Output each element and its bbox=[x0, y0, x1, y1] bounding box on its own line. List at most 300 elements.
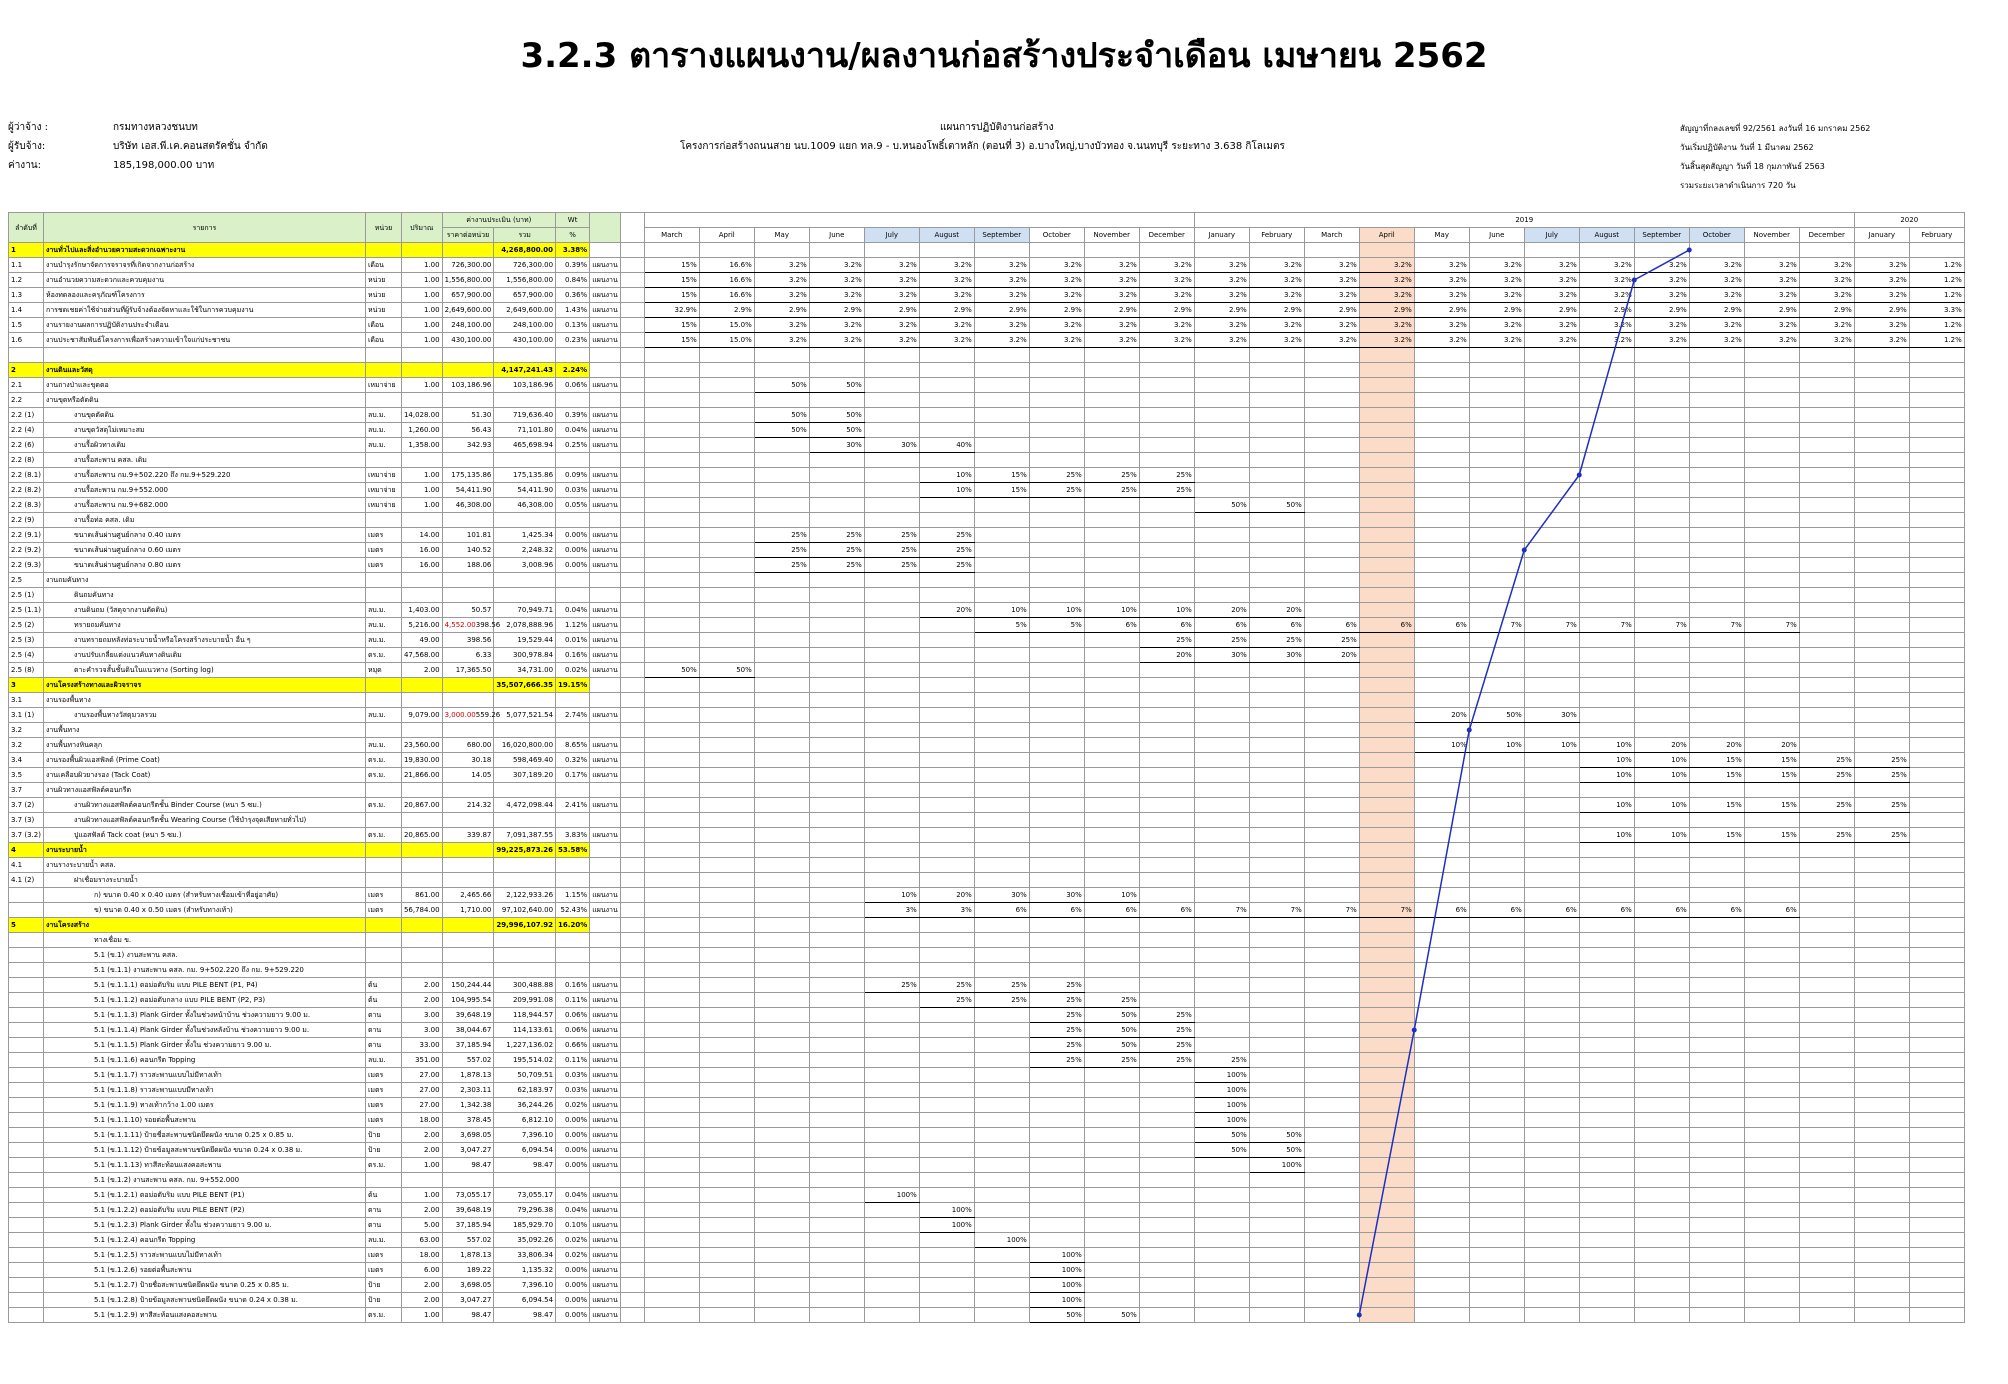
plan-cell bbox=[644, 1038, 699, 1053]
plan-cell bbox=[644, 963, 699, 978]
plan-cell bbox=[1139, 588, 1194, 603]
plan-cell: 50% bbox=[754, 423, 809, 438]
plan-cell bbox=[754, 858, 809, 873]
plan-cell bbox=[1799, 1053, 1854, 1068]
plan-cell bbox=[699, 678, 754, 693]
row-item: งานผิวทางแอสฟัลต์คอนกรีตชั้น Binder Course (หนา 5 ซม.) bbox=[43, 798, 365, 813]
plan-cell bbox=[1084, 1173, 1139, 1188]
plan-cell bbox=[1414, 1233, 1469, 1248]
plan-cell bbox=[1249, 1113, 1304, 1128]
plan-cell bbox=[974, 453, 1029, 468]
row-qty bbox=[401, 783, 442, 798]
row-gap bbox=[620, 1263, 644, 1278]
plan-cell bbox=[1414, 1038, 1469, 1053]
plan-cell bbox=[919, 1308, 974, 1323]
plan-cell: 25% bbox=[809, 543, 864, 558]
row-gap bbox=[620, 558, 644, 573]
row-gap bbox=[620, 813, 644, 828]
plan-cell bbox=[1304, 843, 1359, 858]
plan-cell bbox=[1854, 438, 1909, 453]
plan-cell: 2.9% bbox=[1799, 303, 1854, 318]
row-no: 3.7 (3.2) bbox=[9, 828, 44, 843]
plan-cell bbox=[1194, 693, 1249, 708]
plan-cell bbox=[754, 1143, 809, 1158]
plan-cell bbox=[1469, 1263, 1524, 1278]
row-qty: 18.00 bbox=[401, 1248, 442, 1263]
section-row bbox=[9, 243, 1965, 258]
plan-cell bbox=[1194, 1308, 1249, 1323]
plan-cell bbox=[699, 1158, 754, 1173]
row-wt: 0.03% bbox=[556, 1083, 590, 1098]
plan-cell bbox=[1084, 393, 1139, 408]
plan-cell bbox=[754, 828, 809, 843]
plan-cell bbox=[1579, 1083, 1634, 1098]
plan-cell bbox=[919, 423, 974, 438]
plan-cell: 3.2% bbox=[1854, 318, 1909, 333]
plan-cell bbox=[644, 558, 699, 573]
plan-cell: 10% bbox=[1579, 768, 1634, 783]
plan-cell: 3.2% bbox=[1139, 318, 1194, 333]
plan-cell bbox=[1359, 1038, 1414, 1053]
plan-cell: 2.9% bbox=[1414, 303, 1469, 318]
plan-cell bbox=[699, 903, 754, 918]
plan-cell bbox=[1414, 1113, 1469, 1128]
row-total: 209,991.08 bbox=[494, 993, 556, 1008]
row-unit-price: 56.43 bbox=[442, 423, 494, 438]
row-total: 4,268,800.00 bbox=[494, 243, 556, 258]
plan-cell bbox=[1524, 1008, 1579, 1023]
info-label: ค่างาน: bbox=[8, 160, 42, 171]
plan-cell bbox=[1909, 348, 1964, 363]
plan-cell bbox=[864, 513, 919, 528]
plan-cell bbox=[1084, 663, 1139, 678]
row-unit-price: 726,300.00 bbox=[442, 258, 494, 273]
plan-cell: 50% bbox=[699, 663, 754, 678]
row-unit-price bbox=[442, 783, 494, 798]
plan-cell bbox=[1084, 378, 1139, 393]
plan-cell bbox=[699, 243, 754, 258]
plan-cell bbox=[1469, 603, 1524, 618]
row-no bbox=[9, 1188, 44, 1203]
row-qty: 1.00 bbox=[401, 1158, 442, 1173]
row-no bbox=[9, 1143, 44, 1158]
row-unit: ลบ.ม. bbox=[365, 738, 401, 753]
plan-cell bbox=[754, 873, 809, 888]
row-unit: หมุด bbox=[365, 663, 401, 678]
plan-cell: 2.9% bbox=[1744, 303, 1799, 318]
plan-cell bbox=[1689, 573, 1744, 588]
plan-cell bbox=[1414, 828, 1469, 843]
plan-cell bbox=[1249, 1068, 1304, 1083]
row-total: 726,300.00 bbox=[494, 258, 556, 273]
plan-cell bbox=[919, 798, 974, 813]
plan-cell bbox=[1854, 1083, 1909, 1098]
plan-cell bbox=[1799, 1308, 1854, 1323]
plan-cell: 3.2% bbox=[1414, 258, 1469, 273]
row-no: 2.5 (1.1) bbox=[9, 603, 44, 618]
plan-cell bbox=[974, 558, 1029, 573]
row-unit: ลบ.ม. bbox=[365, 438, 401, 453]
plan-cell bbox=[1854, 588, 1909, 603]
plan-cell bbox=[1084, 978, 1139, 993]
row-tag bbox=[590, 348, 621, 363]
row-total: 99,225,873.26 bbox=[494, 843, 556, 858]
plan-cell bbox=[1854, 468, 1909, 483]
plan-cell bbox=[1359, 678, 1414, 693]
row-total: 35,507,666.35 bbox=[494, 678, 556, 693]
row-tag: แผนงาน bbox=[590, 1308, 621, 1323]
plan-cell bbox=[1799, 678, 1854, 693]
plan-cell bbox=[1634, 888, 1689, 903]
plan-cell bbox=[919, 393, 974, 408]
row-item: 5.1 (ข.1.1.4) Plank Girder ทั้งในช่วงหลังบ้าน ช่วงความยาว 9.00 ม. bbox=[43, 1023, 365, 1038]
info-left-row bbox=[8, 139, 268, 154]
row-gap bbox=[620, 1083, 644, 1098]
plan-cell bbox=[699, 1008, 754, 1023]
plan-cell bbox=[1469, 1143, 1524, 1158]
row-no bbox=[9, 1023, 44, 1038]
row-wt: 3.38% bbox=[556, 243, 590, 258]
plan-cell bbox=[1194, 843, 1249, 858]
plan-cell bbox=[1799, 663, 1854, 678]
plan-cell bbox=[754, 468, 809, 483]
plan-cell bbox=[1359, 993, 1414, 1008]
plan-cell bbox=[1854, 693, 1909, 708]
row-tag: แผนงาน bbox=[590, 738, 621, 753]
plan-cell bbox=[1304, 1173, 1359, 1188]
plan-cell bbox=[1414, 408, 1469, 423]
table-row bbox=[9, 768, 1965, 783]
row-wt: 0.00% bbox=[556, 1263, 590, 1278]
table-row bbox=[9, 468, 1965, 483]
row-no: 3.2 bbox=[9, 723, 44, 738]
row-unit: เมตร bbox=[365, 1263, 401, 1278]
row-wt: 0.04% bbox=[556, 603, 590, 618]
plan-cell bbox=[644, 1263, 699, 1278]
plan-cell: 3.2% bbox=[1799, 333, 1854, 348]
plan-cell bbox=[864, 1113, 919, 1128]
plan-cell bbox=[1689, 678, 1744, 693]
plan-cell bbox=[1359, 798, 1414, 813]
plan-cell: 20% bbox=[1194, 603, 1249, 618]
row-unit: หน่วย bbox=[365, 273, 401, 288]
plan-cell bbox=[1909, 948, 1964, 963]
plan-cell bbox=[1139, 1173, 1194, 1188]
plan-cell bbox=[1524, 948, 1579, 963]
plan-cell bbox=[1799, 723, 1854, 738]
plan-cell: 3.2% bbox=[1524, 318, 1579, 333]
plan-cell bbox=[1249, 378, 1304, 393]
table-row bbox=[9, 1278, 1965, 1293]
plan-cell bbox=[1744, 918, 1799, 933]
plan-cell bbox=[809, 1098, 864, 1113]
plan-cell bbox=[1194, 873, 1249, 888]
plan-cell bbox=[1029, 858, 1084, 873]
plan-cell: 100% bbox=[974, 1233, 1029, 1248]
plan-cell: 25% bbox=[754, 558, 809, 573]
plan-cell bbox=[809, 1113, 864, 1128]
plan-cell bbox=[974, 513, 1029, 528]
plan-cell bbox=[1579, 873, 1634, 888]
plan-cell bbox=[1249, 993, 1304, 1008]
plan-cell bbox=[1909, 828, 1964, 843]
row-no bbox=[9, 1293, 44, 1308]
plan-cell: 100% bbox=[1029, 1248, 1084, 1263]
header-row-1 bbox=[9, 213, 1965, 228]
plan-cell bbox=[1799, 1218, 1854, 1233]
plan-cell bbox=[1304, 468, 1359, 483]
row-wt: 0.36% bbox=[556, 288, 590, 303]
plan-cell: 3.2% bbox=[1854, 258, 1909, 273]
plan-cell bbox=[1744, 1023, 1799, 1038]
plan-cell bbox=[1634, 1158, 1689, 1173]
table-row bbox=[9, 1083, 1965, 1098]
plan-cell: 2.9% bbox=[1524, 303, 1579, 318]
plan-cell: 1.2% bbox=[1909, 258, 1964, 273]
plan-cell bbox=[1634, 633, 1689, 648]
schedule-sheet bbox=[8, 212, 2006, 1384]
plan-cell bbox=[809, 633, 864, 648]
row-item: 5.1 (ข.1.2.6) รอยต่อพื้นสะพาน bbox=[43, 1263, 365, 1278]
plan-cell bbox=[809, 783, 864, 798]
plan-cell bbox=[1414, 1053, 1469, 1068]
plan-cell bbox=[1084, 438, 1139, 453]
row-wt: 52.43% bbox=[556, 903, 590, 918]
row-qty: 19,830.00 bbox=[401, 753, 442, 768]
plan-cell bbox=[1689, 1023, 1744, 1038]
plan-cell bbox=[1139, 723, 1194, 738]
row-total: 29,996,107.92 bbox=[494, 918, 556, 933]
plan-cell: 6% bbox=[1579, 903, 1634, 918]
row-qty bbox=[401, 933, 442, 948]
table-row bbox=[9, 573, 1965, 588]
plan-cell: 3.2% bbox=[974, 333, 1029, 348]
row-unit: เมตร bbox=[365, 1248, 401, 1263]
plan-cell bbox=[1139, 978, 1194, 993]
plan-cell: 25% bbox=[1799, 828, 1854, 843]
row-unit bbox=[365, 348, 401, 363]
plan-cell bbox=[1029, 498, 1084, 513]
plan-cell bbox=[1909, 1053, 1964, 1068]
plan-cell bbox=[1689, 648, 1744, 663]
row-unit-price: 98.47 bbox=[442, 1158, 494, 1173]
plan-cell bbox=[1854, 663, 1909, 678]
plan-cell bbox=[809, 1023, 864, 1038]
plan-cell bbox=[1084, 948, 1139, 963]
row-wt: 0.17% bbox=[556, 768, 590, 783]
plan-cell bbox=[1634, 723, 1689, 738]
row-no bbox=[9, 1113, 44, 1128]
plan-cell bbox=[1359, 378, 1414, 393]
plan-cell bbox=[1524, 1113, 1579, 1128]
row-unit-price: 342.93 bbox=[442, 438, 494, 453]
plan-cell bbox=[1579, 1143, 1634, 1158]
row-wt: 19.15% bbox=[556, 678, 590, 693]
plan-cell bbox=[919, 1068, 974, 1083]
plan-cell bbox=[1634, 243, 1689, 258]
plan-cell bbox=[1414, 843, 1469, 858]
row-gap bbox=[620, 348, 644, 363]
plan-cell bbox=[1084, 738, 1139, 753]
row-item: 5.1 (ข.1.1) งานสะพาน คสล. กม. 9+502.220 ถึง กม. 9+529.220 bbox=[43, 963, 365, 978]
row-wt: 0.02% bbox=[556, 663, 590, 678]
plan-cell bbox=[1799, 528, 1854, 543]
plan-cell bbox=[1414, 1128, 1469, 1143]
row-tag: แผนงาน bbox=[590, 318, 621, 333]
plan-cell bbox=[1579, 1173, 1634, 1188]
plan-cell bbox=[1414, 783, 1469, 798]
plan-cell bbox=[1634, 483, 1689, 498]
plan-cell bbox=[699, 978, 754, 993]
plan-cell bbox=[1854, 723, 1909, 738]
plan-cell bbox=[1854, 963, 1909, 978]
plan-cell bbox=[1524, 378, 1579, 393]
plan-cell bbox=[1579, 978, 1634, 993]
plan-cell: 20% bbox=[1689, 738, 1744, 753]
plan-cell bbox=[1634, 1248, 1689, 1263]
plan-cell bbox=[1909, 1023, 1964, 1038]
row-no: 1.3 bbox=[9, 288, 44, 303]
plan-cell bbox=[1799, 633, 1854, 648]
row-total bbox=[494, 783, 556, 798]
plan-cell bbox=[1634, 453, 1689, 468]
plan-cell bbox=[1524, 543, 1579, 558]
plan-cell bbox=[1139, 813, 1194, 828]
plan-cell bbox=[1524, 453, 1579, 468]
plan-cell bbox=[1084, 1233, 1139, 1248]
plan-cell bbox=[1579, 1128, 1634, 1143]
plan-cell: 3.2% bbox=[1029, 273, 1084, 288]
plan-cell bbox=[699, 783, 754, 798]
plan-cell bbox=[1249, 738, 1304, 753]
header-item: รายการ bbox=[43, 213, 365, 243]
row-qty: 3.00 bbox=[401, 1008, 442, 1023]
row-item: งานถมคันทาง bbox=[43, 573, 365, 588]
month-header: June bbox=[809, 228, 864, 243]
row-qty bbox=[401, 918, 442, 933]
plan-cell: 3.2% bbox=[1634, 318, 1689, 333]
plan-cell bbox=[1689, 1143, 1744, 1158]
plan-cell bbox=[1854, 423, 1909, 438]
plan-cell: 3.2% bbox=[754, 258, 809, 273]
row-unit-price: 3,047.27 bbox=[442, 1293, 494, 1308]
row-item: 5.1 (ข.1.1.7) ราวสะพานแบบไม่มีทางเท้า bbox=[43, 1068, 365, 1083]
row-no: 2.2 (9.2) bbox=[9, 543, 44, 558]
plan-cell bbox=[754, 1098, 809, 1113]
plan-cell: 3.2% bbox=[1579, 273, 1634, 288]
plan-cell bbox=[1139, 408, 1194, 423]
row-qty: 18.00 bbox=[401, 1113, 442, 1128]
plan-cell bbox=[1799, 933, 1854, 948]
plan-cell bbox=[1139, 993, 1194, 1008]
plan-cell bbox=[1524, 1083, 1579, 1098]
plan-cell bbox=[699, 723, 754, 738]
plan-cell bbox=[1579, 1308, 1634, 1323]
plan-cell: 3.2% bbox=[809, 288, 864, 303]
plan-cell bbox=[1689, 918, 1744, 933]
plan-cell bbox=[1909, 1068, 1964, 1083]
plan-cell bbox=[644, 843, 699, 858]
row-unit-price bbox=[442, 813, 494, 828]
table-row bbox=[9, 258, 1965, 273]
row-tag: แผนงาน bbox=[590, 603, 621, 618]
row-item: งานโครงสร้าง bbox=[43, 918, 365, 933]
plan-cell bbox=[699, 348, 754, 363]
plan-cell: 20% bbox=[1744, 738, 1799, 753]
row-item: ขนาดเส้นผ่านศูนย์กลาง 0.60 เมตร bbox=[43, 543, 365, 558]
plan-cell bbox=[699, 618, 754, 633]
plan-cell bbox=[1304, 1143, 1359, 1158]
plan-cell bbox=[1359, 558, 1414, 573]
plan-cell bbox=[864, 678, 919, 693]
plan-cell bbox=[1744, 1293, 1799, 1308]
plan-cell: 3.2% bbox=[1084, 258, 1139, 273]
plan-cell: 25% bbox=[1249, 633, 1304, 648]
plan-cell bbox=[1084, 408, 1139, 423]
plan-cell bbox=[974, 813, 1029, 828]
plan-cell bbox=[1524, 423, 1579, 438]
plan-cell bbox=[1854, 993, 1909, 1008]
plan-cell bbox=[1524, 723, 1579, 738]
header-no: ลำดับที่ bbox=[9, 213, 44, 243]
row-wt bbox=[556, 1173, 590, 1188]
row-item: งานขุดวัสดุไม่เหมาะสม bbox=[43, 423, 365, 438]
plan-cell bbox=[1359, 1248, 1414, 1263]
plan-cell: 3.2% bbox=[1414, 273, 1469, 288]
plan-cell bbox=[1469, 1023, 1524, 1038]
plan-cell bbox=[1414, 468, 1469, 483]
plan-cell: 3.2% bbox=[1084, 333, 1139, 348]
plan-cell bbox=[1029, 828, 1084, 843]
row-gap bbox=[620, 1053, 644, 1068]
plan-cell bbox=[1854, 513, 1909, 528]
plan-cell: 3.2% bbox=[1084, 273, 1139, 288]
plan-cell: 50% bbox=[1249, 498, 1304, 513]
plan-cell bbox=[1359, 588, 1414, 603]
row-gap bbox=[620, 468, 644, 483]
plan-cell bbox=[1469, 678, 1524, 693]
plan-cell bbox=[1744, 393, 1799, 408]
row-unit: ลบ.ม. bbox=[365, 423, 401, 438]
row-qty: 1,358.00 bbox=[401, 438, 442, 453]
plan-cell bbox=[1909, 633, 1964, 648]
plan-cell: 3.2% bbox=[1139, 288, 1194, 303]
plan-cell: 6% bbox=[1359, 618, 1414, 633]
plan-cell bbox=[1359, 1098, 1414, 1113]
plan-cell bbox=[1744, 933, 1799, 948]
row-total: 7,091,387.55 bbox=[494, 828, 556, 843]
plan-cell bbox=[644, 873, 699, 888]
plan-cell bbox=[699, 573, 754, 588]
plan-cell bbox=[1414, 678, 1469, 693]
plan-cell bbox=[1854, 978, 1909, 993]
plan-cell bbox=[1744, 513, 1799, 528]
plan-cell bbox=[1414, 1173, 1469, 1188]
row-unit-price: 2,303.11 bbox=[442, 1083, 494, 1098]
plan-cell: 3.2% bbox=[1359, 258, 1414, 273]
section-row bbox=[9, 843, 1965, 858]
plan-cell bbox=[1909, 543, 1964, 558]
plan-cell: 3.2% bbox=[1359, 318, 1414, 333]
plan-cell bbox=[809, 603, 864, 618]
row-wt: 0.02% bbox=[556, 1248, 590, 1263]
plan-cell bbox=[1689, 378, 1744, 393]
row-no: 3.7 (2) bbox=[9, 798, 44, 813]
row-tag: แผนงาน bbox=[590, 828, 621, 843]
plan-cell bbox=[1029, 1218, 1084, 1233]
plan-cell bbox=[1084, 873, 1139, 888]
plan-cell bbox=[1084, 1293, 1139, 1308]
